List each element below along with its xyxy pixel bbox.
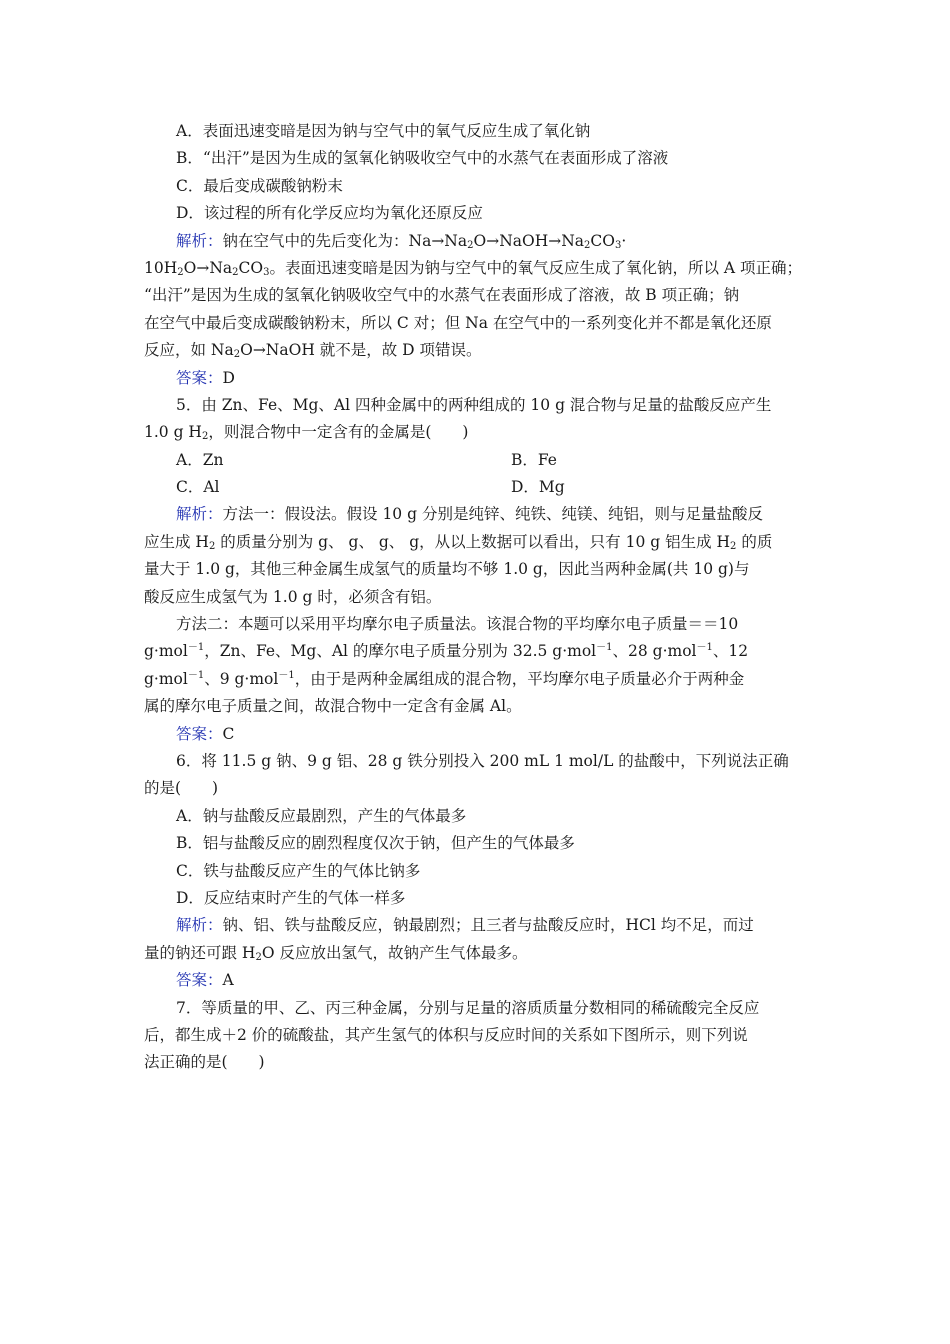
- q6-answer: [144, 967, 809, 994]
- q5-stem-line-1: 5．由 Zn、Fe、Mg、Al 四种金属中的两种组成的 10 g 混合物与足量的盐酸反应产生: [176, 395, 772, 414]
- analysis-label: 解析：: [176, 231, 223, 250]
- q6-stem-line-2: 的是( ): [144, 779, 219, 798]
- answer-value: C: [222, 724, 235, 743]
- q4-analysis-line-5: 反应，如 $Na_2O\to NaOH$ 就不是，故 D 项错误。: [144, 341, 482, 361]
- q5-options-row-1: [144, 447, 809, 474]
- q4-option-d: D．该过程的所有化学反应均为氧化还原反应: [176, 204, 483, 223]
- q5-option-b: B．Fe: [511, 450, 557, 469]
- q6-stem-line-1: 6．将 11.5 g 钠、9 g 铝、28 g 铁分别投入 200 mL 1 mol/L 的盐酸中，下列说法正确: [176, 751, 789, 770]
- answer-label: 答案：: [176, 971, 223, 990]
- answer-label: 答案：: [176, 368, 223, 387]
- q6-option-d: D．反应结束时产生的气体一样多: [176, 888, 406, 907]
- q5-analysis-line-2: 应生成 $H_2$ 的质量分别为 g、 g、 g、 g，从以上数据可以看出，只有 10 g 铝生成 $H_2$ 的质: [144, 532, 773, 552]
- q6-analysis-line-1: 解析：钠、铝、铁与盐酸反应，钠最剧烈；且三者与盐酸反应时，HCl 均不足，而过: [176, 916, 754, 935]
- q5-option-d: D．Mg: [511, 478, 565, 497]
- q4-analysis-line-2: $10H_2O\to Na_2CO_3$。表面迅速变暗是因为钠与空气中的氧气反应生成了氧化钠，所以 A 项正确；: [144, 258, 803, 278]
- q5-method2-line-1: 方法二：本题可以采用平均摩尔电子质量法。该混合物的平均摩尔电子质量＝＝10: [176, 615, 739, 634]
- analysis-label: 解析：: [176, 916, 223, 935]
- q4-option-a: A．表面迅速变暗是因为钠与空气中的氧气反应生成了氧化钠: [176, 122, 591, 140]
- answer-value: A: [222, 971, 234, 990]
- answer-label: 答案：: [176, 724, 223, 743]
- q5-method2-line-4: 属的摩尔电子质量之间，故混合物中一定含有金属 Al。: [144, 697, 522, 716]
- q4-analysis-line-1: 解析：钠在空气中的先后变化为：$Na\to Na_2O\to NaOH\to Na_2CO_3\cdot$: [176, 231, 627, 251]
- q5-analysis-line-4: 酸反应生成氢气为 1.0 g 时，必须含有铝。: [144, 587, 442, 606]
- analysis-label: 解析：: [176, 505, 223, 524]
- q4-analysis-line-3: “出汗”是因为生成的氢氧化钠吸收空气中的水蒸气在表面形成了溶液，故 B 项正确；钠: [144, 286, 740, 305]
- q6-option-c: C．铁与盐酸反应产生的气体比钠多: [176, 861, 421, 880]
- q4-option-b: B．“出汗”是因为生成的氢氧化钠吸收空气中的水蒸气在表面形成了溶液: [176, 149, 669, 168]
- q4-analysis-line-4: 在空气中最后变成碳酸钠粉末，所以 C 对；但 Na 在空气中的一系列变化并不都是氧化还原: [144, 313, 772, 332]
- answer-value: D: [222, 368, 235, 387]
- q5-analysis-line-3: 量大于 1.0 g，其他三种金属生成氢气的质量均不够 1.0 g，因此当两种金属(共 10 g)与: [144, 560, 750, 579]
- q5-option-c: C．Al: [176, 478, 220, 497]
- q7-stem-line-2: 后，都生成＋2 价的硫酸盐，其产生氢气的体积与反应时间的关系如下图所示，则下列说: [144, 1025, 748, 1044]
- q6-option-a: A．钠与盐酸反应最剧烈，产生的气体最多: [176, 806, 467, 825]
- q5-analysis-line-1: 解析：方法一：假设法。假设 10 g 分别是纯锌、纯铁、纯镁、纯铝，则与足量盐酸反: [176, 505, 763, 524]
- q4-answer: [144, 365, 809, 392]
- q5-options-row-2: [144, 474, 809, 501]
- q4-option-c: C．最后变成碳酸钠粉末: [176, 176, 343, 195]
- q6-analysis-line-2: 量的钠还可跟 $H_2O$ 反应放出氢气，故钠产生气体最多。: [144, 943, 528, 963]
- q6-option-b: B．铝与盐酸反应的剧烈程度仅次于钠，但产生的气体最多: [176, 834, 575, 853]
- q7-stem-line-1: 7．等质量的甲、乙、丙三种金属，分别与足量的溶质质量分数相同的稀硫酸完全反应: [176, 998, 760, 1017]
- q7-stem-line-3: 法正确的是( ): [144, 1053, 265, 1072]
- q5-method2-line-3: g·mol$^{-1}$、9 g·mol$^{-1}$，由于是两种金属组成的混合物，平均摩尔电子质量必介于两种金: [144, 669, 745, 688]
- q5-stem-line-2: 1.0 g $H_2$，则混合物中一定含有的金属是( ): [144, 423, 469, 443]
- document-page: [144, 118, 809, 1077]
- q5-answer: [144, 721, 809, 748]
- q5-option-a: A．Zn: [176, 450, 224, 469]
- q5-method2-line-2: g·mol$^{-1}$，Zn、Fe、Mg、Al 的摩尔电子质量分别为 32.5 g·mol$^{-1}$、28 g·mol$^{-1}$、12: [144, 642, 749, 661]
